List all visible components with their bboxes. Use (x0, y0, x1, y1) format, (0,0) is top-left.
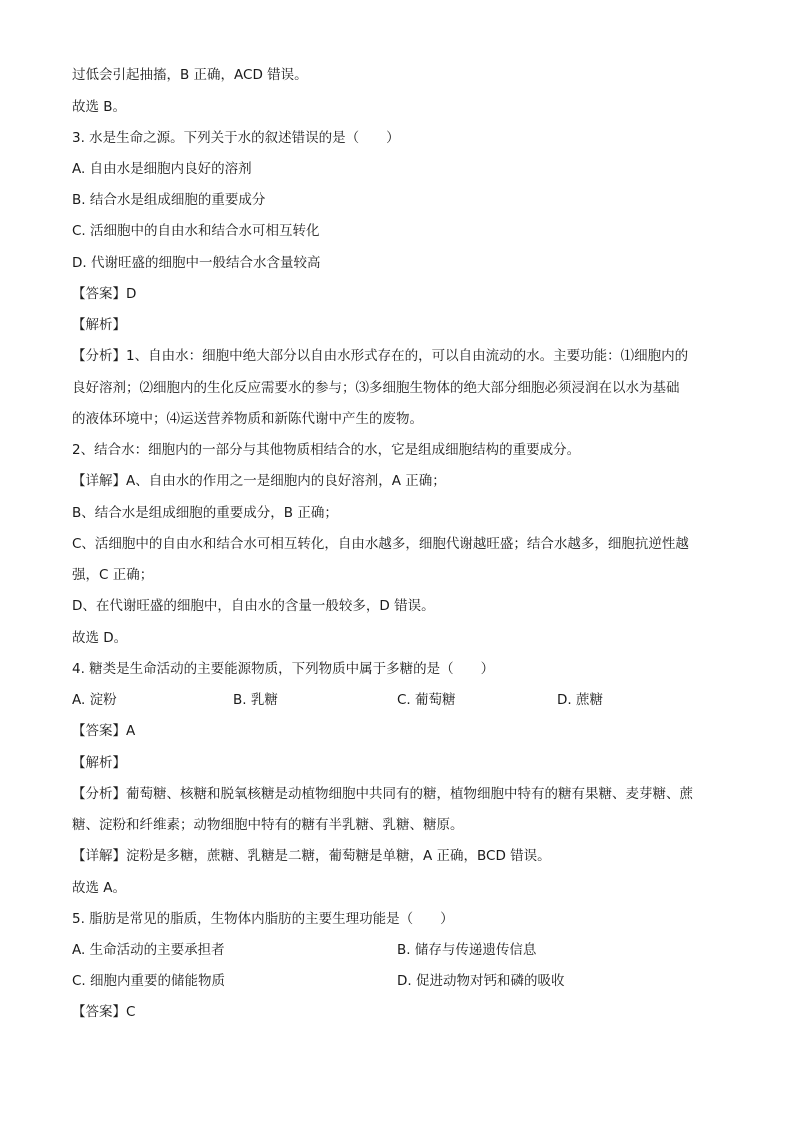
text-line: 【详解】A、自由水的作用之一是细胞内的良好溶剂，A 正确； (72, 473, 446, 489)
question-4-option-a: A. 淀粉 (72, 692, 117, 708)
text-line: 【详解】淀粉是多糖，蔗糖、乳糖是二糖，葡萄糖是单糖，A 正确，BCD 错误。 (72, 848, 551, 864)
question-3-option-a: A. 自由水是细胞内良好的溶剂 (72, 161, 252, 177)
question-3-option-c: C. 活细胞中的自由水和结合水可相互转化 (72, 223, 320, 239)
text-line: 故选 D。 (72, 630, 128, 646)
question-5-option-c: C. 细胞内重要的储能物质 (72, 973, 226, 989)
answer-label: 【答案】D (72, 286, 137, 302)
question-4-stem: 4. 糖类是生命活动的主要能源物质，下列物质中属于多糖的是（ ） (72, 661, 495, 677)
text-line: D、在代谢旺盛的细胞中，自由水的含量一般较多，D 错误。 (72, 598, 435, 614)
text-line: C、活细胞中的自由水和结合水可相互转化，自由水越多，细胞代谢越旺盛；结合水越多，细胞抗逆性越 (72, 536, 689, 552)
answer-label: 【答案】C (72, 1004, 136, 1020)
question-4-option-b: B. 乳糖 (233, 692, 278, 708)
text-line: 故选 A。 (72, 880, 127, 896)
analysis-label: 【解析】 (72, 755, 126, 771)
question-5-stem: 5. 脂肪是常见的脂质，生物体内脂肪的主要生理功能是（ ） (72, 911, 454, 927)
text-line: B、结合水是组成细胞的重要成分，B 正确； (72, 505, 338, 521)
text-line: 强，C 正确； (72, 567, 154, 583)
question-3-option-b: B. 结合水是组成细胞的重要成分 (72, 192, 266, 208)
question-3-option-d: D. 代谢旺盛的细胞中一般结合水含量较高 (72, 255, 321, 271)
text-line: 糖、淀粉和纤维素；动物细胞中特有的糖有半乳糖、乳糖、糖原。 (72, 817, 464, 833)
answer-label: 【答案】A (72, 723, 136, 739)
text-line: 【分析】1、自由水：细胞中绝大部分以自由水形式存在的，可以自由流动的水。主要功能：⑴细胞内的 (72, 348, 689, 364)
analysis-label: 【解析】 (72, 317, 126, 333)
question-5-option-b: B. 储存与传递遗传信息 (397, 942, 537, 958)
question-4-option-d: D. 蔗糖 (557, 692, 603, 708)
text-line: 故选 B。 (72, 99, 127, 115)
question-3-stem: 3. 水是生命之源。下列关于水的叙述错误的是（ ） (72, 130, 400, 146)
text-line: 【分析】葡萄糖、核糖和脱氧核糖是动植物细胞中共同有的糖，植物细胞中特有的糖有果糖、麦芽糖、蔗 (72, 786, 693, 802)
question-4-option-c: C. 葡萄糖 (397, 692, 456, 708)
text-line: 良好溶剂；⑵细胞内的生化反应需要水的参与；⑶多细胞生物体的绝大部分细胞必须浸润在以水为基础 (72, 380, 680, 396)
question-5-option-d: D. 促进动物对钙和磷的吸收 (397, 973, 565, 989)
text-line: 2、结合水：细胞内的一部分与其他物质相结合的水，它是组成细胞结构的重要成分。 (72, 442, 581, 458)
text-line: 的液体环境中；⑷运送营养物质和新陈代谢中产生的废物。 (72, 411, 423, 427)
text-line: 过低会引起抽搐，B 正确，ACD 错误。 (72, 67, 308, 83)
question-5-option-a: A. 生命活动的主要承担者 (72, 942, 225, 958)
